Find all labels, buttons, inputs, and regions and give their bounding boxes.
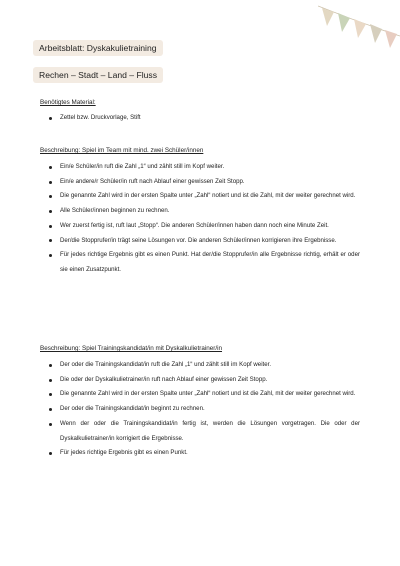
list-item: Die genannte Zahl wird in der ersten Spalte unter „Zahl“ notiert und ist die Zahl, mit der weiter gerechnet wird. xyxy=(40,189,360,204)
list-item: Der/die Stopprufer/in trägt seine Lösungen vor. Die anderen Schüler/innen korrigieren ihre Ergebnisse. xyxy=(40,234,360,249)
material-heading: Benötigtes Material: xyxy=(40,99,96,106)
list-item: Die oder der Dyskalkulietrainer/in ruft nach Ablauf einer gewissen Zeit Stopp. xyxy=(40,373,360,388)
team-description-list xyxy=(40,160,360,278)
list-item: Für jedes richtige Ergebnis gibt es einen Punkt. xyxy=(40,446,360,461)
list-item: Der oder die Trainingskandidat/in beginnt zu rechnen. xyxy=(40,402,360,417)
list-item: Ein/e andere/r Schüler/in ruft nach Ablauf einer gewissen Zeit Stopp. xyxy=(40,175,360,190)
trainer-description-heading: Beschreibung: Spiel Trainingskandidat/in mit Dyskalkulietrainer/in xyxy=(40,345,223,352)
material-list xyxy=(40,111,360,126)
list-item: Die genannte Zahl wird in der ersten Spalte unter „Zahl“ notiert und ist die Zahl, mit der weiter gerechnet wird. xyxy=(40,387,360,402)
team-description-heading: Beschreibung: Spiel im Team mit mind. zwei Schüler/innen xyxy=(40,147,204,154)
list-item: Zettel bzw. Druckvorlage, Stift xyxy=(40,111,360,126)
list-item: Ein/e Schüler/in ruft die Zahl „1“ und zählt still im Kopf weiter. xyxy=(40,160,360,175)
list-item: Wenn der oder die Trainingskandidat/in fertig ist, werden die Lösungen vorgetragen. Die oder der Dyskalkulietrainer/in korrigiert die Ergebnisse. xyxy=(40,417,360,446)
list-item: Für jedes richtige Ergebnis gibt es einen Punkt. Hat der/die Stopprufer/in alle Ergebnisse richtig, erhält er oder sie einen Zusatzpunkt. xyxy=(40,248,360,277)
list-item: Der oder die Trainingskandidat/in ruft die Zahl „1“ und zählt still im Kopf weiter. xyxy=(40,358,360,373)
game-name: Rechen – Stadt – Land – Fluss xyxy=(33,67,163,83)
list-item: Alle Schüler/innen beginnen zu rechnen. xyxy=(40,204,360,219)
trainer-description-list xyxy=(40,358,360,461)
worksheet-title: Arbeitsblatt: Dyskakulietraining xyxy=(33,40,163,56)
bunting-garland-icon xyxy=(318,0,400,56)
list-item: Wer zuerst fertig ist, ruft laut „Stopp“. Die anderen Schüler/innen haben dann noch eine Minute Zeit. xyxy=(40,219,360,234)
